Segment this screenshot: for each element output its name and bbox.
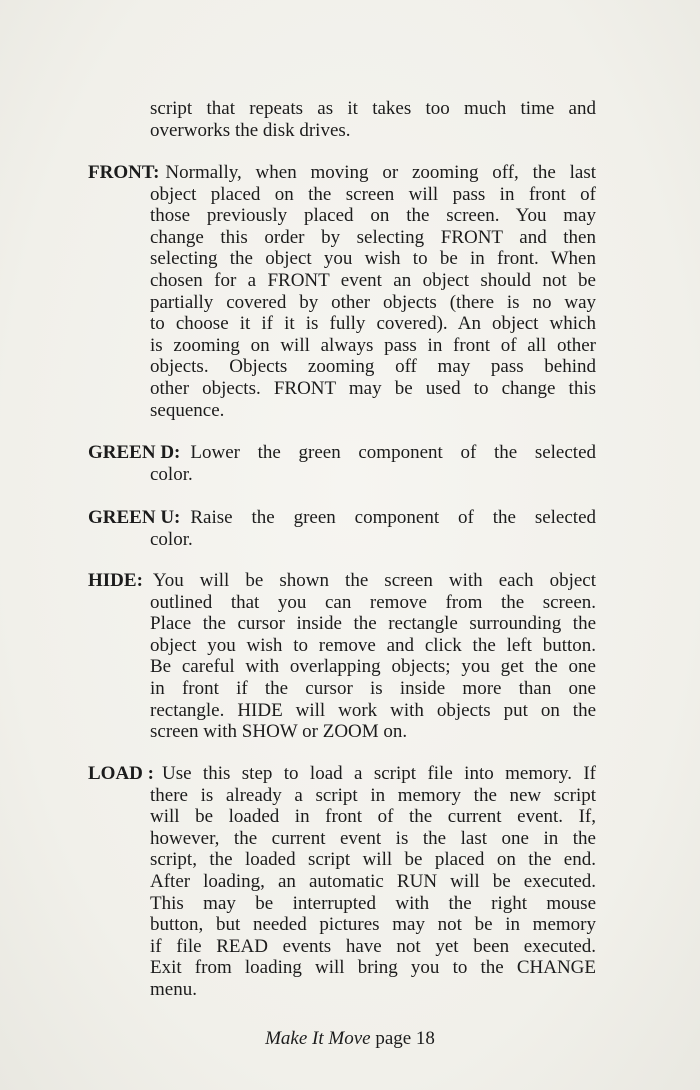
entry-front xyxy=(88,162,596,421)
text-line: selecting the object you wish to be in front. When xyxy=(150,248,596,270)
text-line: object you wish to remove and click the left button. xyxy=(150,634,596,656)
text-line: Be careful with overlapping objects; you get the one xyxy=(150,656,596,678)
continuation-paragraph xyxy=(150,98,596,141)
text-line: Use this step to load a script file into memory. If xyxy=(161,763,596,784)
text-line: Raise the green component of the selected xyxy=(190,507,596,528)
text-line: overworks the disk drives. xyxy=(150,119,351,141)
text-line: This may be interrupted with the right mouse xyxy=(150,892,596,914)
text-line: You will be shown the screen with each object xyxy=(152,570,596,591)
text-line: to choose it if it is fully covered). An object which xyxy=(150,313,596,335)
text-line: if file READ events have not yet been executed. xyxy=(150,935,596,957)
text-line: Place the cursor inside the rectangle surrounding the xyxy=(150,613,596,635)
page-footer xyxy=(0,1028,700,1050)
text-line: Lower the green component of the selected xyxy=(190,442,596,463)
text-line: those previously placed on the screen. You may xyxy=(150,205,596,227)
text-line: Exit from loading will bring you to the CHANGE xyxy=(150,957,596,979)
text-line: object placed on the screen will pass in front of xyxy=(150,183,596,205)
footer-page-number: page 18 xyxy=(375,1028,435,1049)
text-line: in front if the cursor is inside more than one xyxy=(150,677,596,699)
text-line: outlined that you can remove from the screen. xyxy=(150,591,596,613)
entry-term: FRONT: xyxy=(88,162,160,183)
entry-hide xyxy=(88,570,596,743)
text-line: is zooming on will always pass in front of all other xyxy=(150,334,596,356)
entry-term: GREEN U: xyxy=(88,507,181,528)
text-line: script that repeats as it takes too much time and xyxy=(150,98,596,119)
text-line: Normally, when moving or zooming off, the last xyxy=(165,162,596,183)
text-line: color. xyxy=(150,528,193,550)
entry-term: GREEN D: xyxy=(88,442,181,463)
text-line: menu. xyxy=(150,978,197,1000)
entry-load xyxy=(88,763,596,1001)
entry-term: HIDE: xyxy=(88,570,143,591)
text-line: sequence. xyxy=(150,399,225,421)
text-line: button, but needed pictures may not be in memory xyxy=(150,914,596,936)
text-line: objects. Objects zooming off may pass behind xyxy=(150,356,596,378)
text-line: other objects. FRONT may be used to change this xyxy=(150,377,596,399)
entry-green-u xyxy=(88,507,596,550)
footer-title: Make It Move xyxy=(265,1028,371,1049)
text-line: change this order by selecting FRONT and then xyxy=(150,226,596,248)
entry-green-d xyxy=(88,442,596,485)
text-line: will be loaded in front of the current event. If, xyxy=(150,806,596,828)
text-line: however, the current event is the last one in the xyxy=(150,827,596,849)
entry-term: LOAD : xyxy=(88,763,154,784)
text-line: there is already a script in memory the new script xyxy=(150,784,596,806)
text-line: script, the loaded script will be placed on the end. xyxy=(150,849,596,871)
text-line: screen with SHOW or ZOOM on. xyxy=(150,721,408,743)
text-line: After loading, an automatic RUN will be executed. xyxy=(150,870,596,892)
text-line: partially covered by other objects (there is no way xyxy=(150,291,596,313)
text-line: color. xyxy=(150,463,193,485)
text-line: chosen for a FRONT event an object should not be xyxy=(150,269,596,291)
text-line: rectangle. HIDE will work with objects put on the xyxy=(150,699,596,721)
